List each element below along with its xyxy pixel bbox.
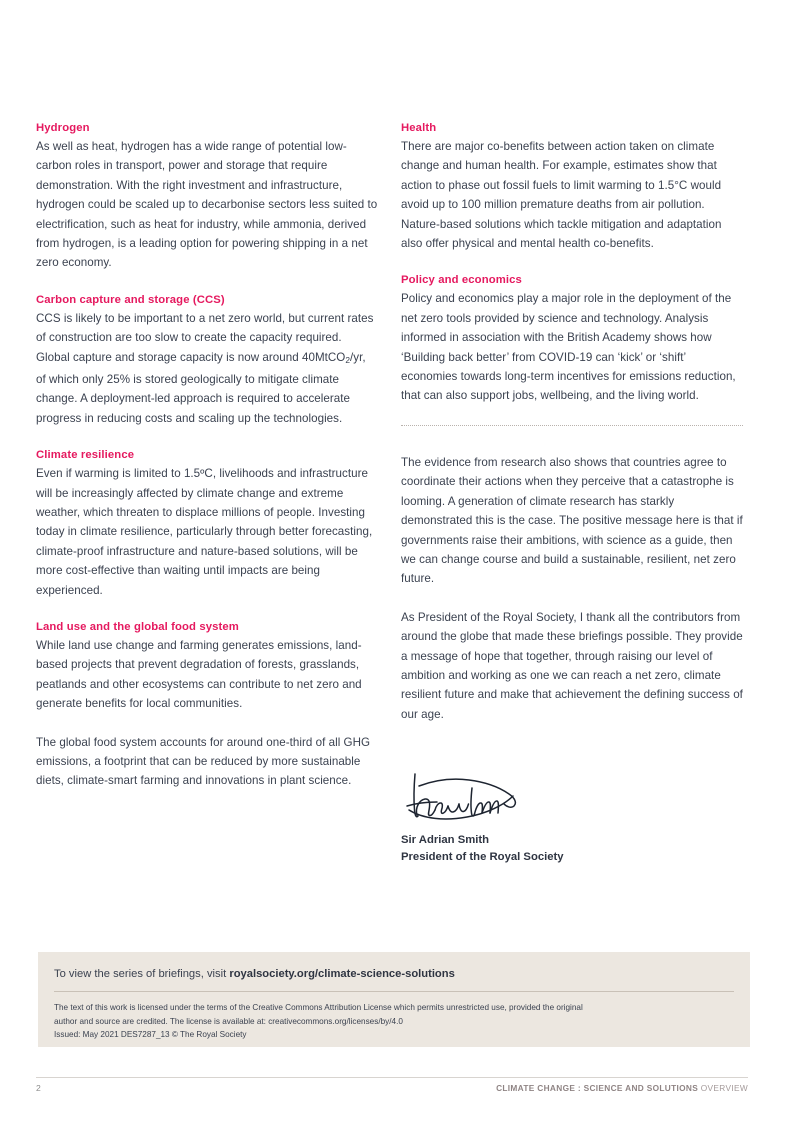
license-box: [38, 952, 750, 1047]
closing-paragraph-1: The evidence from research also shows that countries agree to coordinate their actions when they perceive that a catastrophe is looming. A generation of climate research has starkly demonstrated this is the case. The positive message here is that if governments raise their ambitions, with science as a guide, then we can change course and build a sustainable, resilient, net zero future.: [401, 455, 743, 586]
section-heading-policy-and-economics: Policy and economics: [401, 274, 522, 287]
briefings-series-link[interactable]: royalsociety.org/climate-science-solutions: [229, 968, 455, 980]
license-lead-prefix: To view the series of briefings, visit: [54, 968, 230, 980]
handwritten-signature-icon: [401, 766, 531, 828]
section-heading-carbon-capture-and-storage: Carbon capture and storage (CCS): [36, 293, 225, 306]
section-land-use-and-the-global-food-system: [36, 619, 378, 791]
license-divider: [54, 991, 734, 992]
closing-paragraph-2: As President of the Royal Society, I thank all the contributors from around the globe that made these briefings possible. They provide a message of hope that together, through raising our level of ambition and working as one we can reach a net zero, climate resilient future and make that achievement the defining success of our age.: [401, 610, 743, 721]
signature-name: Sir Adrian Smith: [401, 834, 490, 847]
section-body-climate-resilience: Even if warming is limited to 1.5ºC, livelihoods and infrastructure will be increasingly affected by climate change and extreme weather, which threaten to displace millions of people. Investing today in climate resilience, particularly through better forecasting, climate-proof infrastructure and nature-based solutions, will be more cost-effective than waiting until impacts are being experienced.: [36, 467, 373, 597]
license-small-print-line-3: Issued: May 2021 DES7287_13 © The Royal Society: [54, 1030, 247, 1040]
section-heading-hydrogen: Hydrogen: [36, 122, 90, 134]
section-policy-and-economics: [401, 272, 743, 405]
section-body-health: There are major co-benefits between action taken on climate change and human health. For example, estimates show that action to phase out fossil fuels to limit warming to 1.5°C would avoid up to 100 million premature deaths from air pollution. Nature-based solutions which tackle mitigation and adaptation also offer physical and mental health co-benefits.: [401, 140, 722, 251]
section-divider: [401, 425, 743, 426]
footer-rule: [36, 1077, 748, 1078]
license-small-print-line-2: author and source are credited. The license is available at: creativecommons.org/licenses/by/4.0: [54, 1016, 403, 1026]
running-head-subtitle: OVERVIEW: [698, 1083, 748, 1093]
ccs-text-after-subscript: /yr, of which only 25% is stored geologically to mitigate climate change. A deployment-led approach is required to accelerate progress in reducing costs and scaling up the technologies.: [36, 350, 366, 425]
license-lead-line: [54, 966, 734, 982]
section-body-land-use-paragraph-1: While land use change and farming generates emissions, land-based projects that prevent degradation of forests, grasslands, peatlands and other ecosystems can contribute to net zero and generate benefits for local communities.: [36, 638, 362, 711]
section-carbon-capture-and-storage: [36, 292, 378, 428]
section-heading-health: Health: [401, 122, 437, 134]
ccs-text-before-subscript: CCS is likely to be important to a net zero world, but current rates of construction are too slow to create the capacity required. Global capture and storage capacity is now around 40MtCO: [36, 311, 374, 364]
section-heading-land-use-and-the-global-food-system: Land use and the global food system: [36, 620, 239, 633]
section-body-land-use-paragraph-2: The global food system accounts for around one-third of all GHG emissions, a footprint that can be reduced by more sustainable diets, climate-smart farming and innovations in plant science.: [36, 735, 371, 788]
section-body-policy-and-economics: Policy and economics play a major role in the deployment of the net zero tools provided by science and technology. Analysis informed in association with the British Academy shows how ‘Building back better’ from COVID-19 can ‘kick’ or ‘shift’ economies towards long-term incentives for emissions reduction, that can also support jobs, wellbeing, and the living world.: [401, 292, 736, 403]
license-small-print-line-1: The text of this work is licensed under the terms of the Creative Commons Attribution License which permits unrestricted use, provided the original: [54, 1003, 583, 1012]
running-head-title: CLIMATE CHANGE : SCIENCE AND SOLUTIONS: [496, 1083, 699, 1093]
section-body-carbon-capture-and-storage: [36, 309, 378, 428]
right-column: [401, 120, 743, 866]
section-health: [401, 120, 743, 253]
section-heading-climate-resilience: Climate resilience: [36, 449, 135, 462]
left-column: [36, 120, 378, 866]
co2-subscript: 2: [345, 354, 351, 365]
body-columns: [36, 120, 751, 866]
section-hydrogen: [36, 120, 378, 273]
section-body-hydrogen: As well as heat, hydrogen has a wide range of potential low-carbon roles in transport, power and storage that require demonstration. With the right investment and infrastructure, hydrogen could be scaled up to decarbonise sectors less suited to electrification, such as heat for industry, while ammonia, derived from hydrogen, is a leading option for powering shipping in a net zero economy.: [36, 140, 378, 270]
signature-image: [401, 766, 743, 832]
signature-title: President of the Royal Society: [401, 851, 564, 864]
running-head: [496, 1083, 748, 1093]
section-climate-resilience: [36, 447, 378, 600]
page-number: 2: [36, 1083, 41, 1093]
